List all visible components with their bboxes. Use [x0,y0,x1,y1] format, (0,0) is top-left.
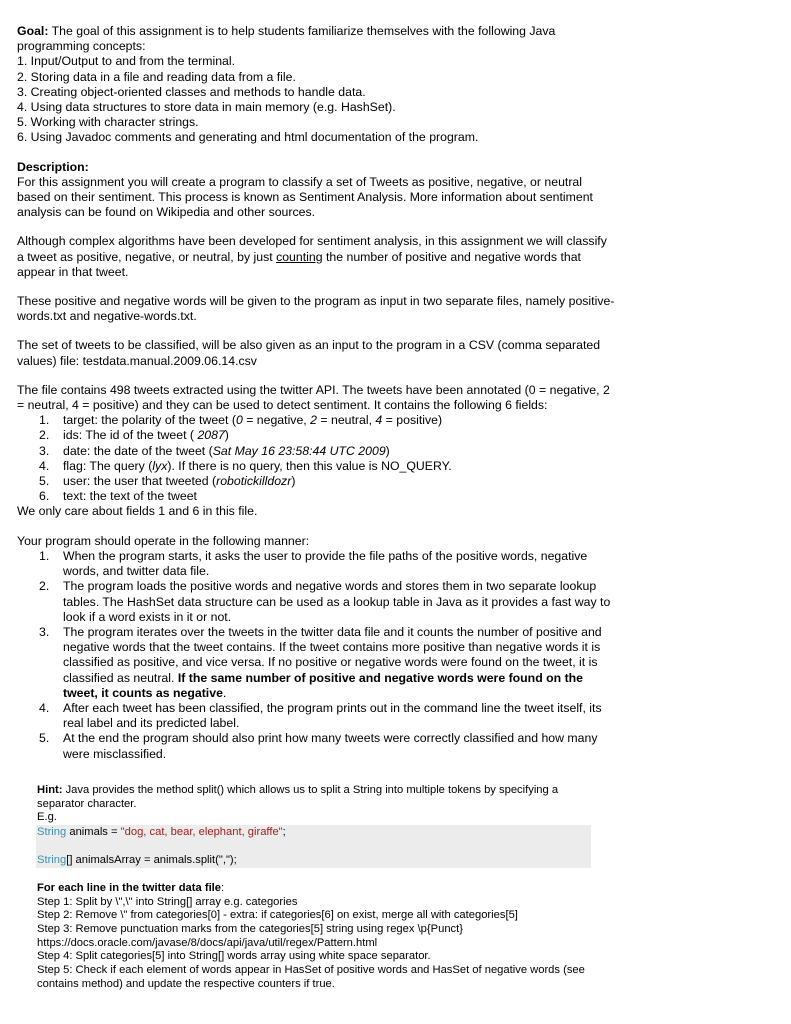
step-num: 2. [39,579,50,594]
field-text: user: the user that tweeted ( [63,474,217,489]
counting-underlined: counting [276,249,323,264]
code-string: "dog, cat, bear, elephant, giraffe" [120,826,283,839]
goal-label: Goal: [17,24,49,38]
step-bold-text: If the same number of positive and negative words were found on the tweet, it counts as negative [63,670,584,700]
hint-paragraph [37,784,597,811]
hint-step: Step 5: Check if each element of words appear in HasSet of positive words and HasSet of negative words (see contains method) and update the respective counters if true. [37,964,585,990]
for-each-label: For each line in the twitter data file [37,881,222,894]
description-p5: The file contains 498 tweets extracted using the twitter API. The tweets have been annotated (0 = negative, 2 = neutral, 4 = positive) and they can be used to detect sentiment. It contains the following 6 fields: [17,382,610,413]
description-p1: For this assignment you will create a program to classify a set of Tweets as positive, negative, or neutral based on their sentiment. This process is known as Sentiment Analysis. More information about sentiment analysis can be found on Wikipedia and other sources. [17,174,593,220]
description-p2-before: Although complex algorithms have been developed for sentiment analysis, in this assignment we will classify a tweet as positive, negative, or neutral, by just [17,234,607,264]
fields-list [17,413,617,504]
goal-text: The goal of this assignment is to help students familiarize themselves with the following Java programming concepts: [17,24,556,54]
step-num: 3. [39,624,50,639]
field-text: = positive) [382,413,443,428]
description-p2 [17,234,617,280]
field-text: ) [385,443,390,458]
field-text: text: the text of the tweet [63,489,197,504]
hint-label: Hint: [37,784,63,796]
step-text: After each tweet has been classified, the program prints out in the command line the tweet itself, its real label and its predicted label. [63,700,602,731]
goal-item: 1. Input/Output to and from the terminal. [17,54,236,69]
hint-eg: E.g. [37,811,57,824]
description-p2-after: the number of positive and negative words that appear in that tweet. [17,249,581,279]
hint-step: Step 4: Split categories[5] into String[] words array using white space separator. [37,950,431,963]
operation-step [17,549,617,579]
field-num: 4. [39,458,50,473]
description-p4: The set of tweets to be classified, will be also given as an input to the program in a CSV (comma separated values) file: testdata.manual.2009.06.14.csv [17,338,601,368]
operation-steps [17,549,617,762]
code-line [37,826,591,840]
pattern-doc-url: https://docs.oracle.com/javase/8/docs/api/java/util/regex/Pattern.html [37,936,378,949]
field-item [17,413,617,428]
field-text: ). If there is no query, then this value is NO_QUERY. [167,458,452,473]
field-text: flag: The query ( [63,458,153,473]
field-text: target: the polarity of the tweet ( [63,413,236,428]
step-num: 5. [39,731,50,746]
goal-list [17,54,617,145]
operation-step [17,731,617,761]
goal-item: 5. Working with character strings. [17,115,199,130]
code-line [37,854,591,868]
goal-item: 6. Using Javadoc comments and generating and html documentation of the program. [17,130,479,145]
step-num: 4. [39,700,50,715]
operation-step [17,625,617,701]
goal-item: 3. Creating object-oriented classes and methods to handle data. [17,84,366,99]
field-item [17,459,617,474]
operation-step [17,701,617,731]
goal-item: 4. Using data structures to store data in main memory (e.g. HashSet). [17,100,396,115]
assignment-body [17,24,617,762]
code-keyword: String [37,853,67,866]
fields-note: We only care about fields 1 and 6 in this file. [17,504,258,519]
operation-intro: Your program should operate in the following manner: [17,533,310,548]
field-text: ids: The id of the tweet ( [63,428,198,443]
code-text: ; [282,826,286,839]
step-num: 1. [39,548,50,563]
field-text: ) [291,474,296,489]
field-num: 5. [39,474,50,489]
step-text: The program iterates over the tweets in the twitter data file and it counts the number of positive and negative words that the tweet contains. If the tweet contains more positive than negative words it is classified as positive, and vice versa. If no positive or negative words were found on the tweet, it is classified as neutral. [63,624,602,685]
field-text: ) [224,428,229,443]
step-text-end: . [222,685,227,700]
goal-paragraph [17,24,617,54]
field-italic: lyx [152,458,168,473]
field-italic: Sat May 16 23:58:44 UTC 2009 [212,443,386,458]
field-italic: 4 [375,413,383,428]
field-italic: 2 [310,413,317,428]
code-keyword: String [37,826,67,839]
hint-text: Java provides the method split() which allows us to split a String into multiple tokens by specifying a separator character. [37,784,559,810]
field-text: = neutral, [316,413,376,428]
hint-step: Step 2: Remove \" from categories[0] - extra: if categories[6] on exist, merge all with categories[5] [37,909,518,922]
goal-item: 2. Storing data in a file and reading data from a file. [17,69,296,84]
field-num: 2. [39,428,50,443]
field-num: 6. [39,489,50,504]
description-p3: These positive and negative words will be given to the program as input in two separate files, namely positive-words.txt and negative-words.txt. [17,294,615,324]
field-item [17,444,617,459]
for-each-colon: : [221,881,225,894]
description-label: Description: [17,159,89,174]
for-each-heading [37,882,597,896]
field-italic: 0 [235,413,243,428]
step-text: At the end the program should also print how many tweets were correctly classified and how many were misclassified. [63,731,598,761]
operation-step [17,579,617,625]
hint-step: Step 1: Split by \",\" into String[] array e.g. categories [37,895,298,908]
field-item [17,428,617,443]
field-italic: 2087 [197,428,225,443]
field-num: 3. [39,443,50,458]
field-italic: robotickilldozr [216,474,292,489]
code-text: animals = [66,826,121,839]
step-text: The program loads the positive words and negative words and stores them in two separate lookup tables. The HashSet data structure can be used as a lookup table in Java as it provides a fast way to look if a word exists in it or not. [63,579,611,624]
field-item [17,489,617,504]
field-num: 1. [39,413,50,428]
hint-box [37,784,597,992]
field-text: date: the date of the tweet ( [63,443,213,458]
field-item [17,474,617,489]
code-text: [] animalsArray = animals.split(","); [66,853,237,866]
field-text: = negative, [242,413,311,428]
hint-step: Step 3: Remove punctuation marks from the categories[5] string using regex \p{Punct} [37,923,463,935]
code-block [36,825,591,868]
step-text: When the program starts, it asks the user to provide the file paths of the positive words, negative words, and twitter data file. [63,548,588,579]
